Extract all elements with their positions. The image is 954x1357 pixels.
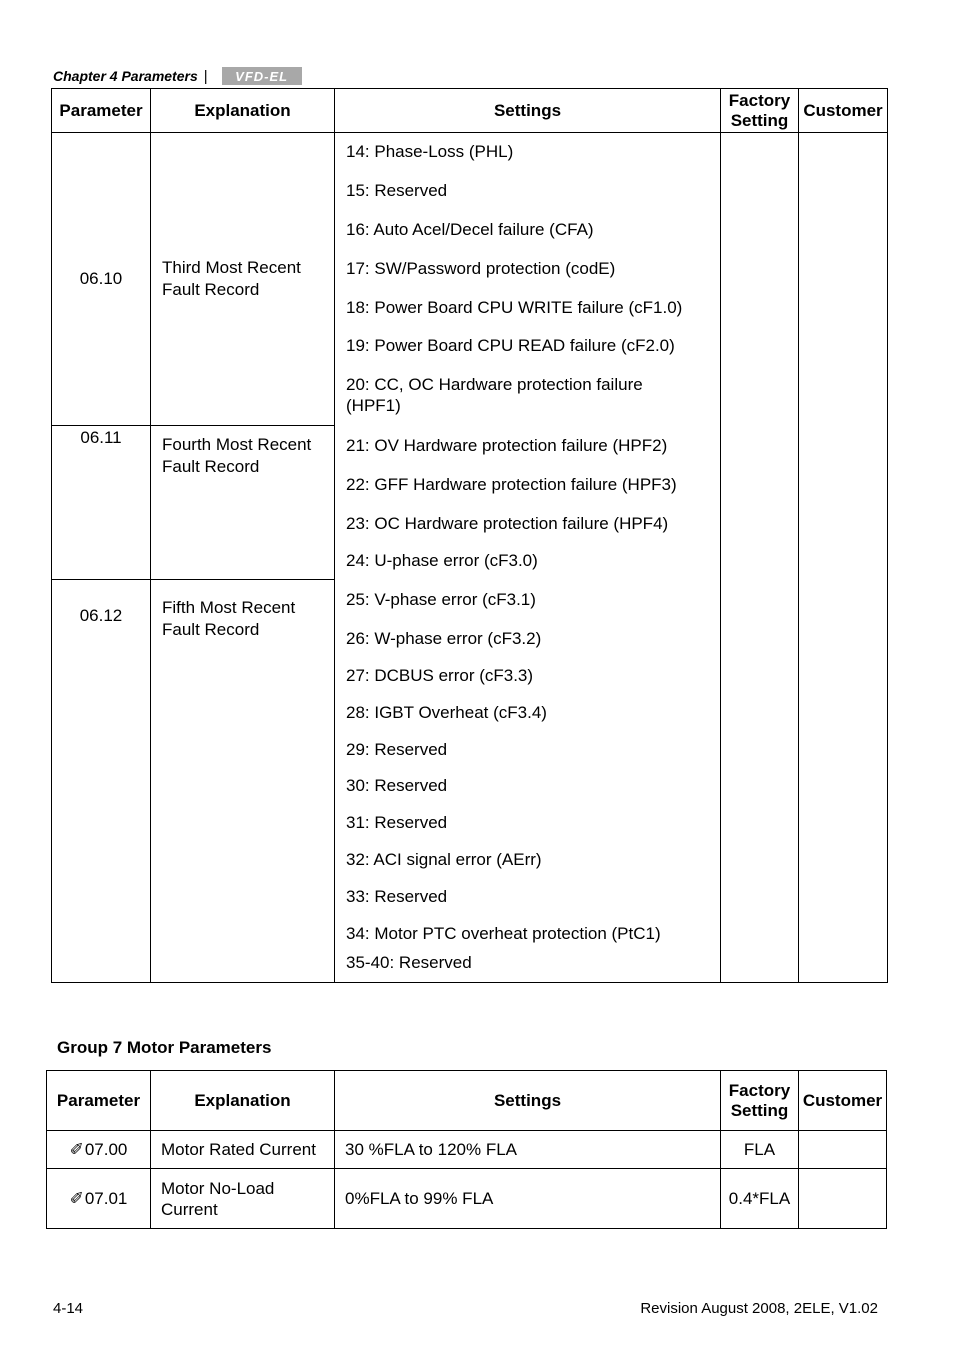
list-item: 17: SW/Password protection (codE) xyxy=(346,259,616,278)
settings-cell: 30 %FLA to 120% FLA xyxy=(335,1131,721,1169)
col-factory-setting: Factory Setting xyxy=(721,1071,799,1131)
table-row xyxy=(47,1131,887,1169)
list-item: 14: Phase-Loss (PHL) xyxy=(346,142,514,161)
param-cell: ✐07.00 xyxy=(47,1131,151,1169)
factory-setting-cell xyxy=(721,133,799,983)
explanation-cell: Fourth Most Recent Fault Record xyxy=(151,426,335,580)
factory-setting-cell: FLA xyxy=(721,1131,799,1169)
table-row xyxy=(47,1169,887,1229)
customer-cell xyxy=(799,1131,887,1169)
list-item: 19: Power Board CPU READ failure (cF2.0) xyxy=(346,336,675,355)
pencil-icon: ✐ xyxy=(69,1188,84,1208)
group-title: Group 7 Motor Parameters xyxy=(57,1038,272,1057)
settings-list xyxy=(335,133,721,983)
col-settings: Settings xyxy=(335,1071,721,1131)
list-item: 15: Reserved xyxy=(346,181,448,200)
explanation-cell: Motor Rated Current xyxy=(151,1131,335,1169)
vfd-el-logo: VFD-EL xyxy=(222,67,302,85)
col-parameter: Parameter xyxy=(47,1071,151,1131)
explanation-cell: Third Most Recent Fault Record xyxy=(151,133,335,426)
factory-setting-cell: 0.4*FLA xyxy=(721,1169,799,1229)
table-row xyxy=(52,133,888,426)
list-item: 30: Reserved xyxy=(346,776,448,795)
list-item: 20: CC, OC Hardware protection failure (HPF1) xyxy=(346,375,643,415)
explanation-cell: Fifth Most Recent Fault Record xyxy=(151,580,335,983)
list-item: 34: Motor PTC overheat protection (PtC1) xyxy=(346,924,661,943)
page-header xyxy=(53,66,302,86)
param-cell: ✐07.01 xyxy=(47,1169,151,1229)
fault-record-table xyxy=(51,88,888,983)
list-item: 32: ACI signal error (AErr) xyxy=(346,850,542,869)
list-item: 31: Reserved xyxy=(346,813,448,832)
list-item: 29: Reserved xyxy=(346,740,448,759)
list-item: 18: Power Board CPU WRITE failure (cF1.0) xyxy=(346,298,683,317)
pencil-icon: ✐ xyxy=(69,1139,84,1159)
settings-cell: 0%FLA to 99% FLA xyxy=(335,1169,721,1229)
chapter-title: Chapter 4 Parameters xyxy=(53,68,198,84)
param-cell: 06.12 xyxy=(52,580,151,983)
list-item: 35-40: Reserved xyxy=(346,953,472,972)
list-item: 26: W-phase error (cF3.2) xyxy=(346,629,542,648)
list-item: 24: U-phase error (cF3.0) xyxy=(346,551,538,570)
revision-text: Revision August 2008, 2ELE, V1.02 xyxy=(640,1300,878,1317)
header-separator: | xyxy=(203,67,208,85)
col-parameter: Parameter xyxy=(52,89,151,133)
list-item: 21: OV Hardware protection failure (HPF2) xyxy=(346,436,668,455)
col-customer: Customer xyxy=(799,1071,887,1131)
table-header-row xyxy=(47,1071,887,1131)
list-item: 28: IGBT Overheat (cF3.4) xyxy=(346,703,547,722)
col-factory-setting: Factory Setting xyxy=(721,89,799,133)
list-item: 23: OC Hardware protection failure (HPF4) xyxy=(346,514,669,533)
motor-parameters-table xyxy=(46,1070,887,1229)
col-explanation: Explanation xyxy=(151,89,335,133)
col-explanation: Explanation xyxy=(151,1071,335,1131)
list-item: 33: Reserved xyxy=(346,887,448,906)
param-cell: 06.10 xyxy=(52,133,151,426)
page-number: 4-14 xyxy=(53,1300,84,1317)
explanation-cell: Motor No-Load Current xyxy=(151,1169,335,1229)
param-cell: 06.11 xyxy=(52,426,151,580)
list-item: 27: DCBUS error (cF3.3) xyxy=(346,666,534,685)
customer-cell xyxy=(799,1169,887,1229)
customer-cell xyxy=(799,133,888,983)
col-customer: Customer xyxy=(799,89,888,133)
list-item: 25: V-phase error (cF3.1) xyxy=(346,590,536,609)
table-header-row xyxy=(52,89,888,133)
col-settings: Settings xyxy=(335,89,721,133)
list-item: 22: GFF Hardware protection failure (HPF3) xyxy=(346,475,677,494)
list-item: 16: Auto Acel/Decel failure (CFA) xyxy=(346,220,594,239)
